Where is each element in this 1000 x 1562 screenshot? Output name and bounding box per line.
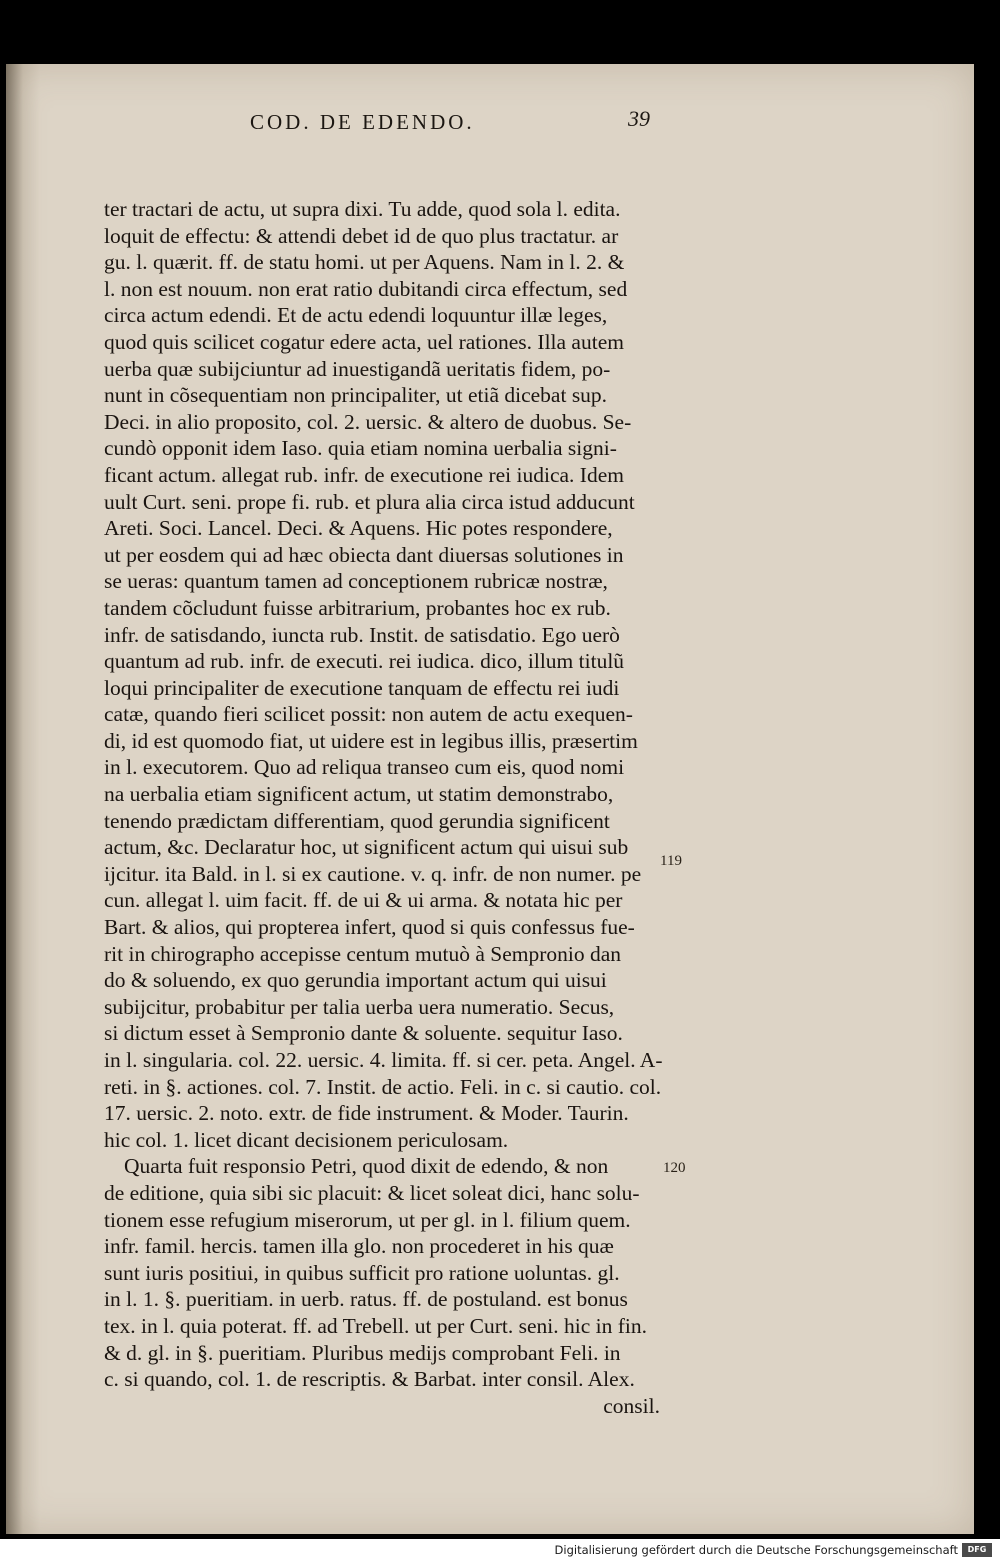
text-line: infr. de satisdando, iuncta rub. Instit. de satisdatio. Ego uerò — [104, 622, 620, 647]
text-line: tex. in l. quia poterat. ff. ad Trebell. ut per Curt. seni. hic in fin. — [104, 1313, 647, 1338]
text-line: 17. uersic. 2. noto. extr. de fide instrument. & Moder. Taurin. — [104, 1101, 629, 1126]
text-line: uerba quæ subijciuntur ad inuestigandã ueritatis fidem, po- — [104, 356, 611, 381]
text-line: na uerbalia etiam significent actum, ut statim demonstrabo, — [104, 782, 614, 807]
text-line: uult Curt. seni. prope fi. rub. et plura alia circa istud adducunt — [104, 489, 635, 514]
text-line: de editione, quia sibi sic placuit: & licet soleat dici, hanc solu- — [104, 1180, 640, 1205]
text-line: ter tractari de actu, ut supra dixi. Tu adde, quod sola l. edita. — [104, 197, 621, 221]
text-line: ijcitur. ita Bald. in l. si ex cautione. v. q. infr. de non numer. pe — [104, 861, 642, 886]
funding-credit: Digitalisierung gefördert durch die Deutsche Forschungsgemeinschaft — [554, 1543, 958, 1557]
text-line: tandem cõcludunt fuisse arbitrarium, probantes hoc ex rub. — [104, 595, 611, 620]
text-line: di, id est quomodo fiat, ut uidere est in legibus illis, præsertim — [104, 728, 638, 753]
text-line: quod quis scilicet cogatur edere acta, uel rationes. Illa autem — [104, 329, 624, 354]
text-line: in l. executorem. Quo ad reliqua transeo cum eis, quod nomi — [104, 755, 625, 780]
text-line: c. si quando, col. 1. de rescriptis. & Barbat. inter consil. Alex. — [104, 1367, 635, 1392]
text-line: nunt in cõsequentiam non principaliter, ut etiã dicebat sup. — [104, 383, 608, 408]
text-line: do & soluendo, ex quo gerundia important actum qui uisui — [104, 968, 607, 993]
text-line: consil. — [603, 1393, 660, 1418]
text-line: gu. l. quærit. ff. de statu homi. ut per Aquens. Nam in l. 2. & — [104, 250, 625, 275]
text-line: circa actum edendi. Et de actu edendi loquuntur illæ leges, — [104, 303, 608, 328]
margin-note-119: 119 — [660, 853, 682, 869]
text-line: reti. in §. actiones. col. 7. Instit. de actio. Feli. in c. si cautio. col. — [104, 1074, 662, 1099]
text-line: Quarta fuit responsio Petri, quod dixit de edendo, & non — [124, 1154, 609, 1179]
text-line: se ueras: quantum tamen ad conceptionem rubricæ nostræ, — [104, 569, 608, 594]
margin-note-120: 120 — [663, 1160, 686, 1176]
body-text — [104, 196, 664, 1419]
text-line: tionem esse refugium miserorum, ut per gl. in l. filium quem. — [104, 1207, 631, 1232]
text-line: Deci. in alio proposito, col. 2. uersic. & altero de duobus. Se- — [104, 409, 632, 434]
text-line: actum, &c. Declaratur hoc, ut significent actum qui uisui sub — [104, 835, 629, 860]
text-line: subijcitur, probabitur per talia uerba uera numeratio. Secus, — [104, 994, 615, 1019]
text-line: catæ, quando fieri scilicet possit: non autem de actu exequen- — [104, 702, 633, 727]
text-line: loquit de effectu: & attendi debet id de quo plus tractatur. ar — [104, 223, 619, 248]
text-line: rit in chirographo accepisse centum mutuò à Sempronio dan — [104, 941, 622, 966]
text-line: infr. famil. hercis. tamen illa glo. non procederet in his quæ — [104, 1234, 614, 1259]
text-line: loqui principaliter de executione tanquam de effectu rei iudi — [104, 675, 620, 700]
text-line: & d. gl. in §. pueritiam. Pluribus medijs comprobant Feli. in — [104, 1340, 621, 1365]
text-line: in l. 1. §. pueritiam. in uerb. ratus. ff. de postuland. est bonus — [104, 1287, 628, 1312]
text-line: sunt iuris positiui, in quibus sufficit pro ratione uoluntas. gl. — [104, 1260, 620, 1285]
text-line: hic col. 1. licet dicant decisionem periculosam. — [104, 1127, 509, 1152]
dfg-logo: DFG — [962, 1543, 992, 1557]
text-line: l. non est nouum. non erat ratio dubitandi circa effectum, sed — [104, 276, 628, 301]
footer-bar — [0, 1539, 1000, 1562]
page-header — [250, 106, 670, 140]
running-head: COD. DE EDENDO. — [250, 110, 475, 134]
text-line: cundò opponit idem Iaso. quia etiam nomina uerbalia signi- — [104, 436, 617, 461]
spine-shadow — [6, 64, 40, 1534]
text-line: tenendo prædictam differentiam, quod gerundia significent — [104, 808, 610, 833]
text-line: cun. allegat l. uim facit. ff. de ui & ui arma. & notata hic per — [104, 888, 623, 913]
text-line: si dictum esset à Sempronio dante & soluente. sequitur Iaso. — [104, 1021, 623, 1046]
text-line: Bart. & alios, qui propterea infert, quod si quis confessus fue- — [104, 915, 635, 940]
text-line: ficant actum. allegat rub. infr. de executione rei iudica. Idem — [104, 462, 624, 487]
folio-number: 39 — [628, 106, 650, 131]
text-line: Areti. Soci. Lancel. Deci. & Aquens. Hic potes respondere, — [104, 516, 613, 541]
text-line: ut per eosdem qui ad hæc obiecta dant diuersas solutiones in — [104, 542, 624, 567]
text-line: in l. singularia. col. 22. uersic. 4. limita. ff. si cer. peta. Angel. A- — [104, 1048, 663, 1072]
text-line: quantum ad rub. infr. de executi. rei iudica. dico, illum titulũ — [104, 649, 625, 674]
